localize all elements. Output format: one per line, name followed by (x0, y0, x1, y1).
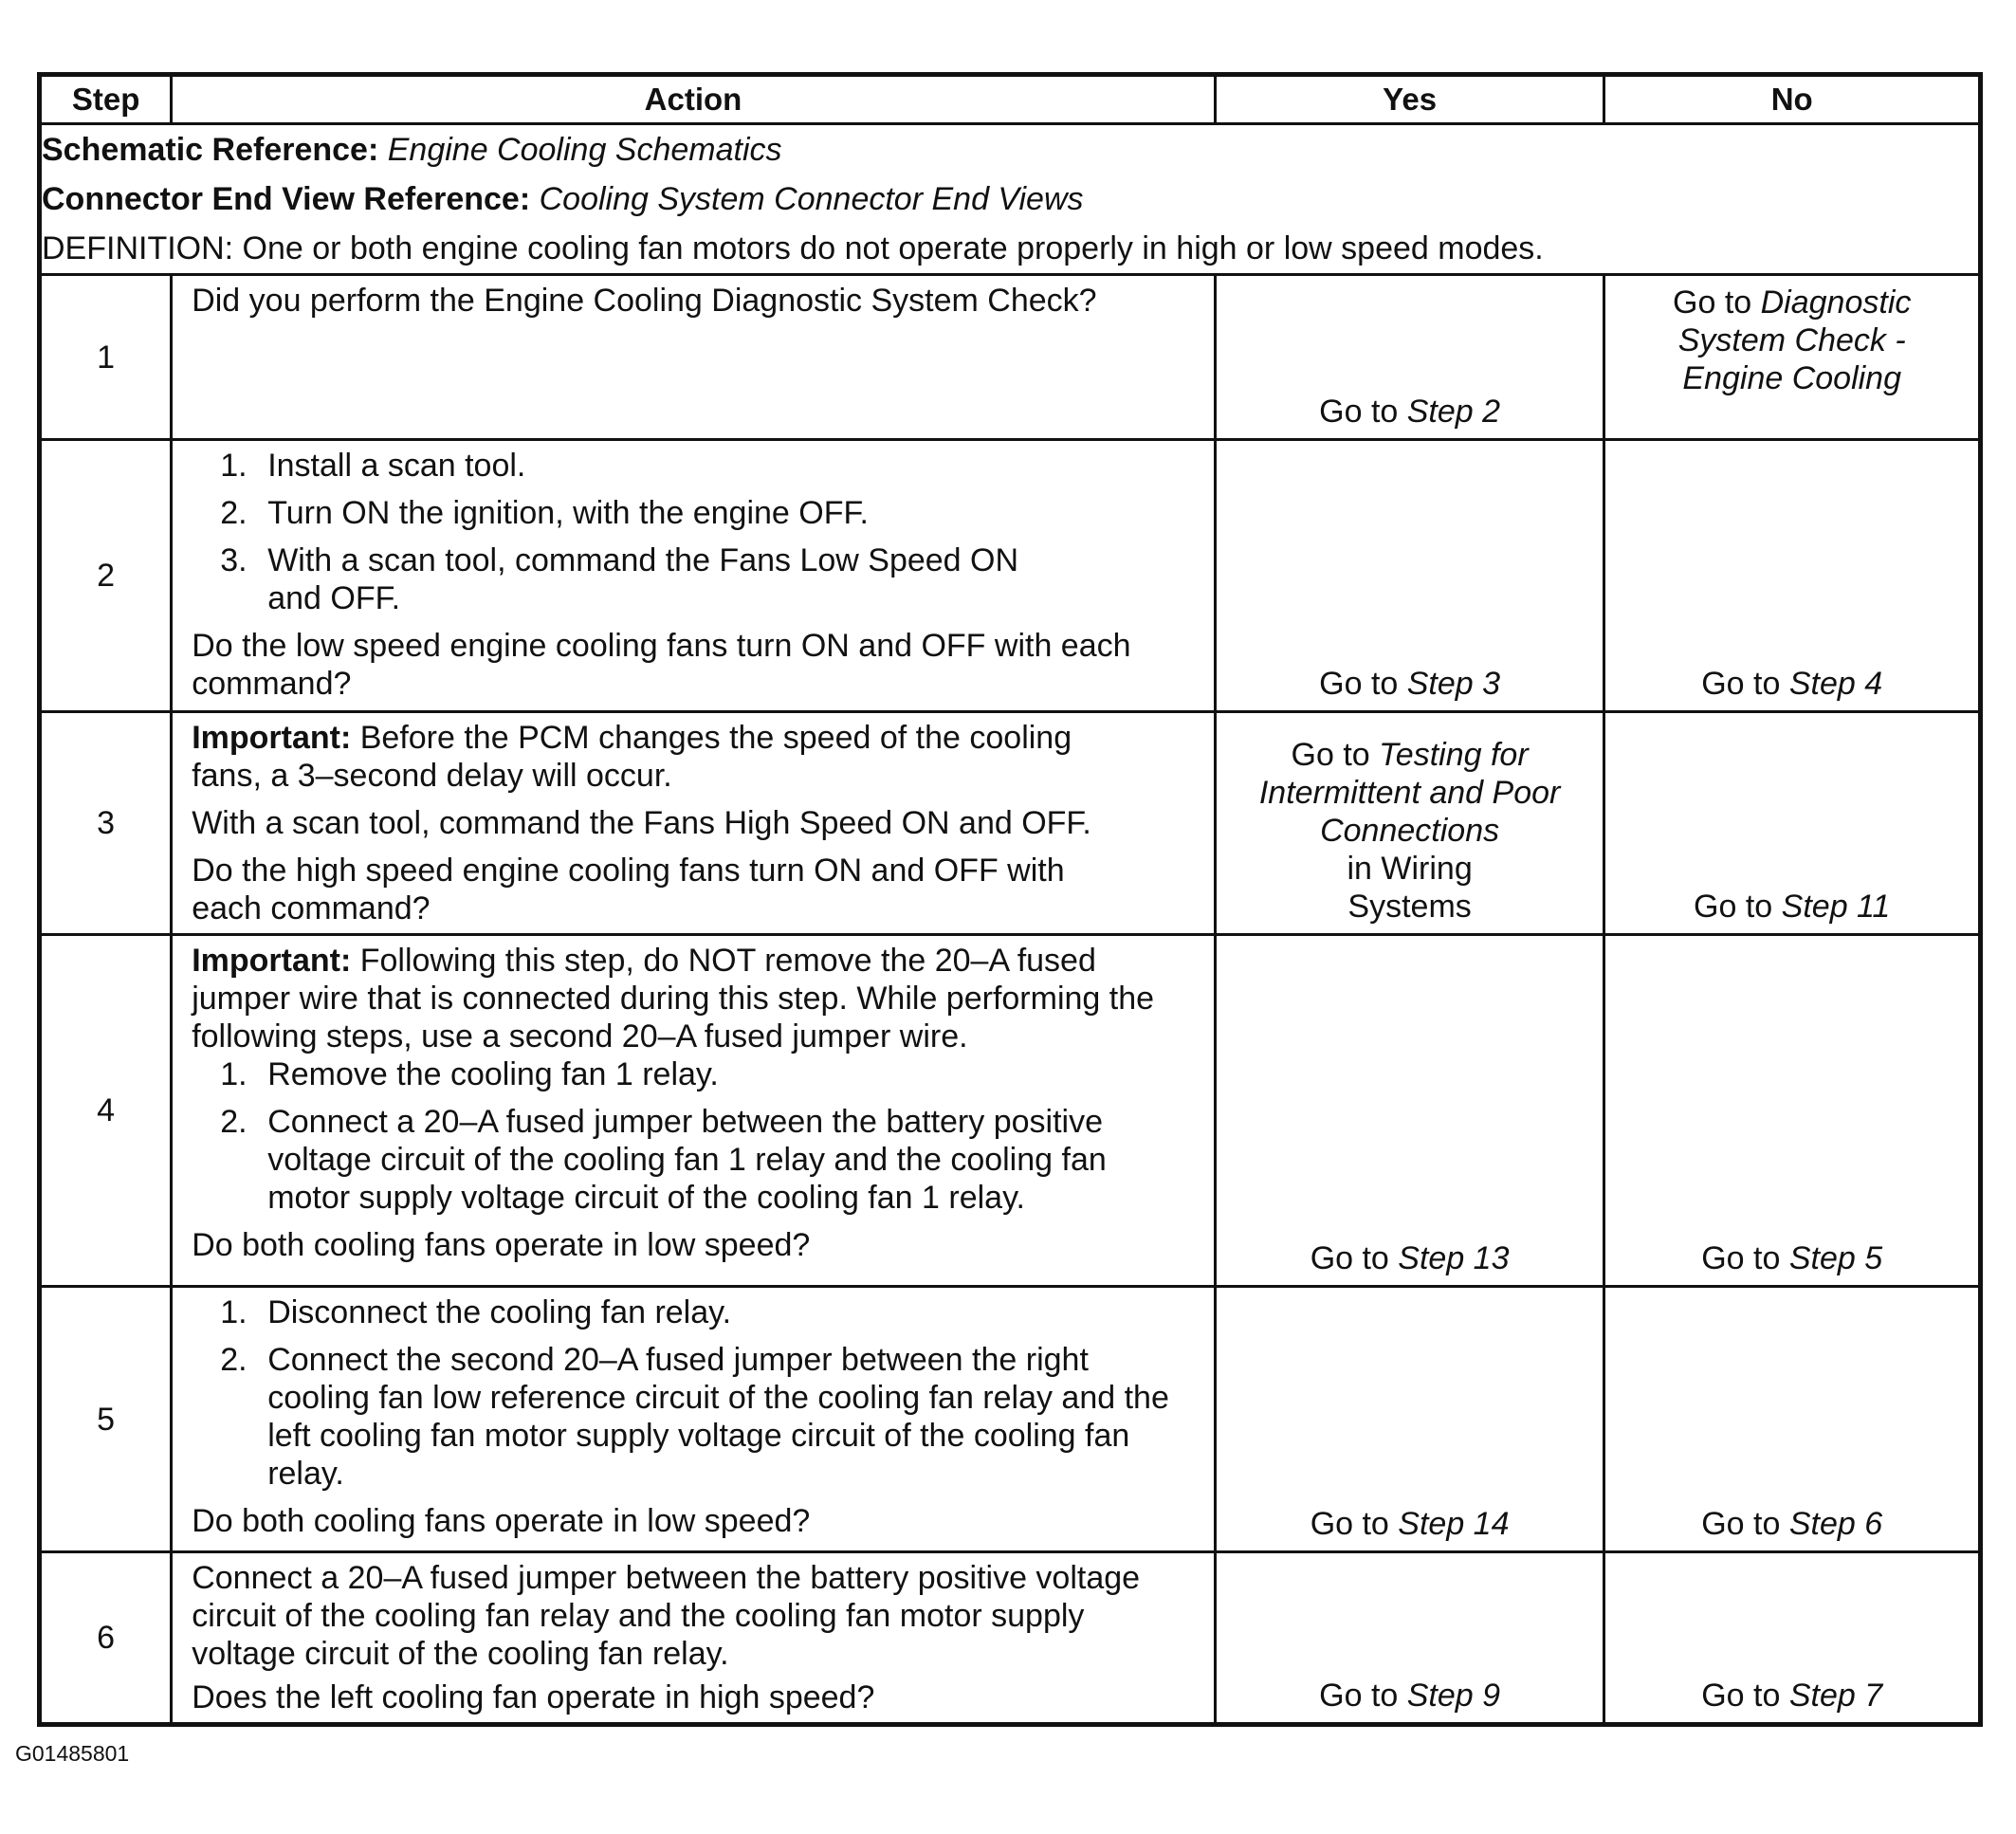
yes-link-line-3: Connections (1320, 813, 1500, 849)
action-cell (172, 275, 1216, 440)
question-text: Do both cooling fans operate in low speed? (192, 1503, 811, 1539)
yes-cell (1215, 1287, 1604, 1552)
no-cell (1604, 1552, 1981, 1725)
no-link[interactable]: Step 4 (1788, 666, 1883, 702)
question-text: Did you perform the Engine Cooling Diagnostic System Check? (192, 283, 1097, 319)
yes-link-line-1: Testing for (1379, 737, 1529, 773)
yes-cell (1215, 712, 1604, 935)
action-cell (172, 712, 1216, 935)
definition-text: DEFINITION: One or both engine cooling fan motors do not operate properly in high or low speed modes. (42, 230, 1544, 266)
step-number: 6 (40, 1552, 172, 1725)
instruction-text: With a scan tool, command the Fans High Speed ON and OFF. (192, 805, 1091, 841)
no-prefix: Go to (1701, 666, 1789, 702)
header-row (40, 75, 1981, 124)
no-link[interactable]: Step 5 (1788, 1240, 1883, 1276)
important-label: Important: (192, 943, 352, 979)
list-item-number: 1. (220, 1056, 247, 1092)
no-link[interactable]: Step 7 (1788, 1678, 1883, 1714)
important-text: Before the PCM changes the speed of the cooling fans, a 3–second delay will occur. (192, 720, 1072, 794)
list-item-number: 3. (220, 542, 247, 578)
action-cell (172, 1287, 1216, 1552)
important-note (192, 719, 1195, 795)
yes-link[interactable]: Step 9 (1406, 1678, 1501, 1714)
list-item (192, 1055, 1195, 1093)
figure-id: G01485801 (15, 1741, 130, 1766)
list-item-number: 2. (220, 1104, 247, 1140)
no-link-line-3: Engine Cooling (1682, 360, 1902, 396)
important-note (192, 942, 1195, 1055)
list-item-number: 1. (220, 1294, 247, 1330)
yes-suffix-line-2: Systems (1347, 889, 1472, 925)
no-cell (1604, 1287, 1981, 1552)
schematic-reference-label: Schematic Reference: (42, 132, 379, 168)
list-item (192, 447, 1195, 485)
reference-row (40, 124, 1981, 275)
table-row (40, 440, 1981, 712)
connector-reference-link[interactable]: Cooling System Connector End Views (539, 181, 1084, 217)
yes-prefix: Go to (1291, 737, 1380, 773)
list-item-number: 2. (220, 495, 247, 531)
no-prefix: Go to (1701, 1506, 1789, 1542)
question-text: Does the left cooling fan operate in high speed? (192, 1679, 875, 1715)
list-item-text: With a scan tool, command the Fans Low Speed ON and OFF. (267, 542, 1019, 616)
header-action: Action (172, 75, 1216, 124)
yes-link[interactable]: Step 14 (1398, 1506, 1510, 1542)
list-item-number: 2. (220, 1342, 247, 1378)
header-step: Step (40, 75, 172, 124)
table-row (40, 935, 1981, 1287)
step-number: 2 (40, 440, 172, 712)
yes-prefix: Go to (1310, 1240, 1399, 1276)
important-label: Important: (192, 720, 352, 756)
list-item-text: Install a scan tool. (267, 448, 526, 484)
list-item-number: 1. (220, 448, 247, 484)
no-cell (1604, 935, 1981, 1287)
step-number: 4 (40, 935, 172, 1287)
header-no: No (1604, 75, 1981, 124)
yes-link-line-2: Intermittent and Poor (1258, 775, 1561, 811)
no-link-line-1: Diagnostic (1760, 284, 1912, 321)
table-row (40, 275, 1981, 440)
table-row (40, 1287, 1981, 1552)
connector-reference-label: Connector End View Reference: (42, 181, 531, 217)
step-number: 1 (40, 275, 172, 440)
reference-cell (40, 124, 1981, 275)
no-link-block[interactable] (1613, 284, 1970, 397)
no-cell (1604, 440, 1981, 712)
list-item-text: Turn ON the ignition, with the engine OFF. (267, 495, 869, 531)
yes-cell (1215, 440, 1604, 712)
important-text: Following this step, do NOT remove the 20–A fused jumper wire that is connected during this step. While performing the following steps, use a second 20–A fused jumper wire. (192, 943, 1155, 1055)
yes-cell (1215, 935, 1604, 1287)
step-number: 3 (40, 712, 172, 935)
no-prefix: Go to (1673, 284, 1761, 321)
no-cell (1604, 712, 1981, 935)
list-item-text: Connect a 20–A fused jumper between the battery positive voltage circuit of the cooling fan 1 relay and the cooling fan motor supply voltage circuit of the cooling fan 1 relay. (267, 1104, 1107, 1216)
list-item (192, 1103, 1195, 1217)
table-row (40, 1552, 1981, 1725)
question-text: Do the high speed engine cooling fans turn ON and OFF with each command? (192, 853, 1065, 926)
no-prefix: Go to (1701, 1240, 1789, 1276)
diagnostic-table (37, 72, 1983, 1727)
yes-cell (1215, 275, 1604, 440)
connector-reference (42, 174, 1978, 224)
no-link[interactable]: Step 6 (1788, 1506, 1883, 1542)
list-item-text: Remove the cooling fan 1 relay. (267, 1056, 719, 1092)
yes-link-block[interactable] (1224, 736, 1596, 926)
list-item (192, 1293, 1195, 1331)
yes-suffix-line-1: in Wiring (1347, 851, 1473, 887)
no-cell (1604, 275, 1981, 440)
no-link-line-2: System Check - (1677, 322, 1906, 358)
schematic-reference (42, 125, 1978, 174)
action-cell (172, 935, 1216, 1287)
yes-prefix: Go to (1319, 394, 1407, 430)
list-item (192, 1341, 1195, 1493)
no-link[interactable]: Step 11 (1781, 889, 1891, 925)
header-yes: Yes (1215, 75, 1604, 124)
list-item-text: Connect the second 20–A fused jumper between the right cooling fan low reference circuit of the cooling fan relay and the left cooling fan motor supply voltage circuit of the cooling fan relay. (267, 1342, 1169, 1492)
question-text: Do both cooling fans operate in low speed? (192, 1227, 811, 1263)
yes-link[interactable]: Step 13 (1398, 1240, 1510, 1276)
question-text: Do the low speed engine cooling fans turn ON and OFF with each command? (192, 628, 1131, 702)
list-item (192, 541, 1195, 617)
instruction-text: Connect a 20–A fused jumper between the battery positive voltage circuit of the cooling fan relay and the cooling fan motor supply voltage circuit of the cooling fan relay. (192, 1560, 1141, 1672)
yes-link[interactable]: Step 3 (1406, 666, 1501, 702)
yes-prefix: Go to (1319, 666, 1407, 702)
list-item (192, 494, 1195, 532)
no-prefix: Go to (1694, 889, 1782, 925)
action-cell (172, 1552, 1216, 1725)
table-row (40, 712, 1981, 935)
no-prefix: Go to (1701, 1678, 1789, 1714)
yes-cell (1215, 1552, 1604, 1725)
action-cell (172, 440, 1216, 712)
yes-link[interactable]: Step 2 (1406, 394, 1501, 430)
step-number: 5 (40, 1287, 172, 1552)
yes-prefix: Go to (1319, 1678, 1407, 1714)
schematic-reference-link[interactable]: Engine Cooling Schematics (387, 132, 782, 168)
yes-prefix: Go to (1310, 1506, 1399, 1542)
list-item-text: Disconnect the cooling fan relay. (267, 1294, 732, 1330)
